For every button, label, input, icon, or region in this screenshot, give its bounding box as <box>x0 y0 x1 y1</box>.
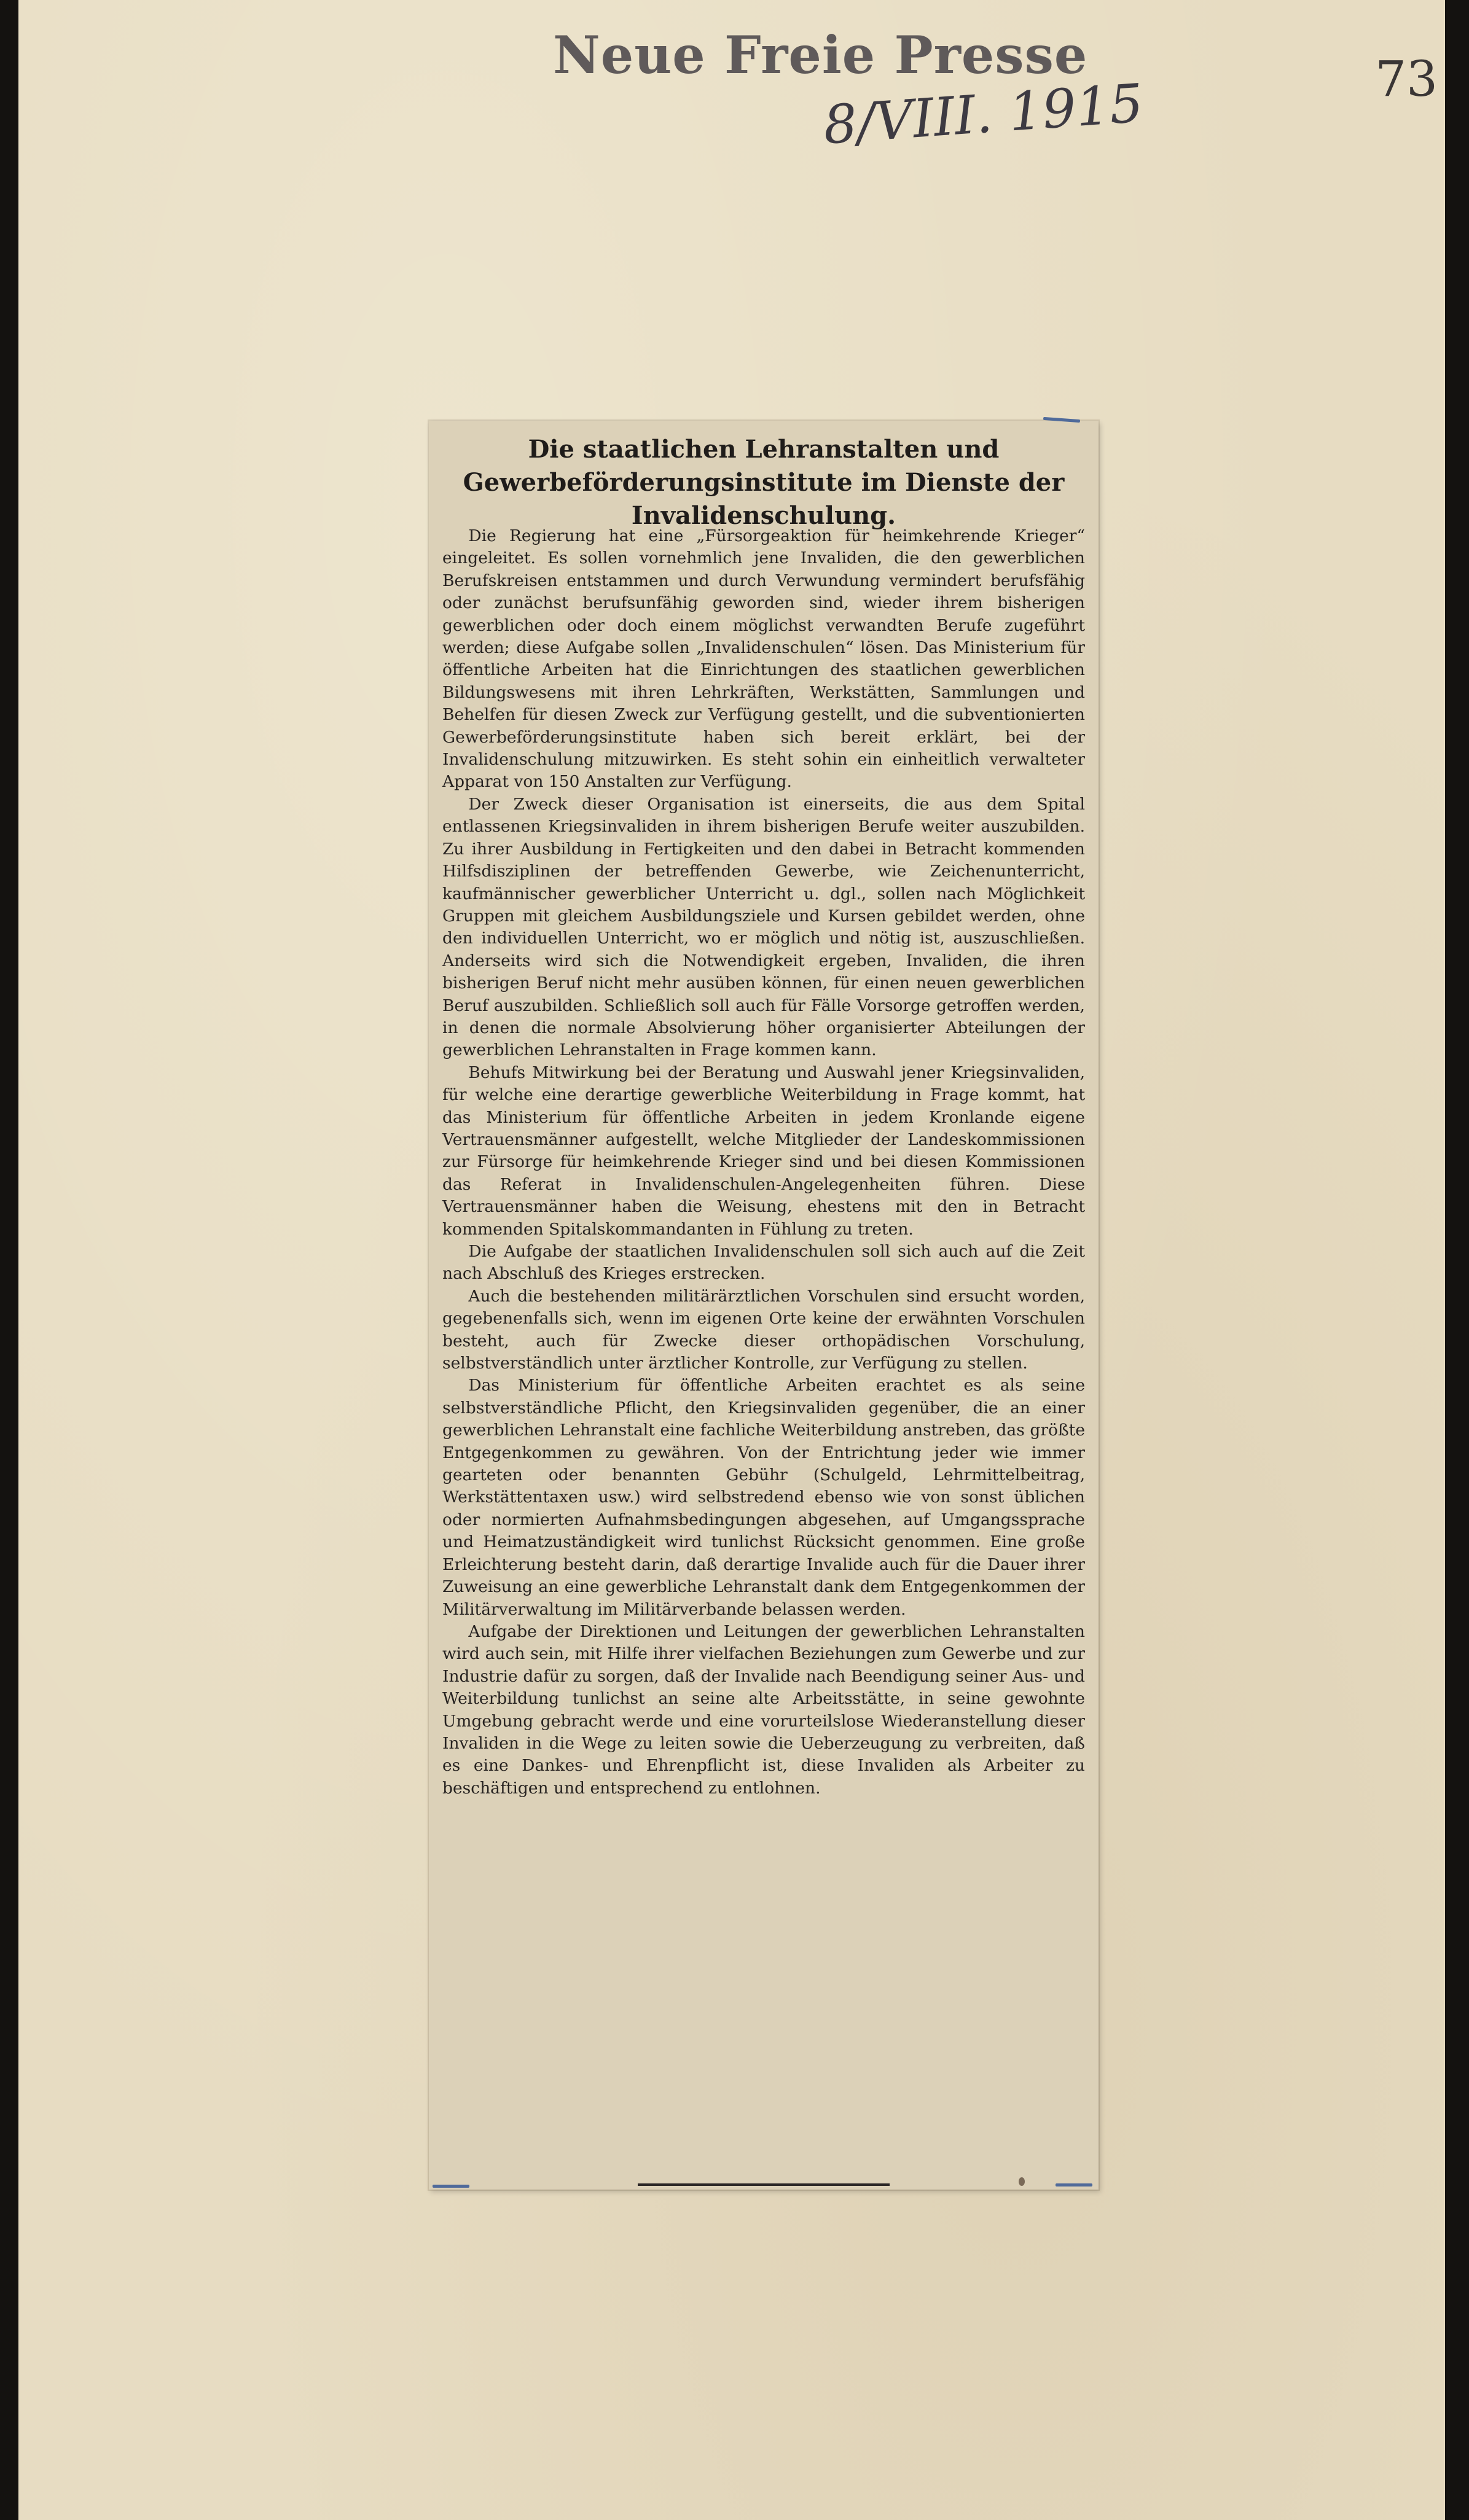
article-paragraph: Der Zweck dieser Organisation ist einerseits, die aus dem Spital entlassenen Kriegsinvaliden in ihrem bisherigen Berufe weiter auszubilden. Zu ihrer Ausbildung in Fertigkeiten und den dabei in Betracht kommenden Hilfsdisziplinen der betreffenden Gewerbe, wie Zeichenunterricht, kaufmännischer gewerblicher Unterricht u. dgl., sollen nach Möglichkeit Gruppen mit gleichem Ausbildungsziele und Kursen gebildet werden, ohne den individuellen Unterricht, wo er möglich und nötig ist, auszuschließen. Anderseits wird sich die Notwendigkeit ergeben, Invaliden, die ihren bisherigen Beruf nicht mehr ausüben können, für einen neuen gewerblichen Beruf auszubilden. Schließlich soll auch für Fälle Vorsorge getroffen werden, in denen die normale Absolvierung höher organisierter Abteilungen der gewerblichen Lehranstalten in Frage kommen kann. <box>442 794 1085 1060</box>
ink-spot <box>1019 2177 1025 2186</box>
handwritten-date: 8/VIII. 1915 <box>821 72 1145 157</box>
article-paragraph: Aufgabe der Direktionen und Leitungen der gewerblichen Lehranstalten wird auch sein, mit Hilfe ihrer vielfachen Beziehungen zum Gewerbe und zur Industrie dafür zu sorgen, daß der Invalide nach Beendigung seiner Aus- und Weiterbildung tunlichst an seine alte Arbeitsstätte, in seine gewohnte Umgebung gebracht werde und eine vorurteilslose Wiederanstellung dieser Invaliden in die Wege zu leiten sowie die Ueberzeugung zu verbreiten, daß es eine Dankes- und Ehrenpflicht ist, diese Invaliden als Arbeiter zu beschäftigen und entsprechend zu entlohnen. <box>442 1621 1085 1798</box>
article-paragraph: Behufs Mitwirkung bei der Beratung und Auswahl jener Kriegsinvaliden, für welche eine derartige gewerbliche Weiterbildung in Frage kommt, hat das Ministerium für öffentliche Arbeiten in jedem Kronlande eigene Vertrauensmänner aufgestellt, welche Mitglieder der Landeskommissionen zur Fürsorge für heimkehrende Krieger sind und bei diesen Kommissionen das Referat in Invalidenschulen-Angelegenheiten führen. Diese Vertrauensmänner haben die Weisung, ehestens mit den in Betracht kommenden Spitalskommandanten in Fühlung zu treten. <box>442 1063 1085 1239</box>
archive-sheet <box>18 0 1445 2520</box>
blue-pencil-mark-bottom-right <box>1056 2183 1092 2186</box>
newspaper-masthead: Neue Freie Presse <box>553 25 1088 85</box>
article-paragraph: Auch die bestehenden militärärztlichen Vorschulen sind ersucht worden, gegebenenfalls sich, wenn im eigenen Orte keine der erwähnten Vorschulen besteht, auch für Zwecke dieser orthopädischen Vorschulung, selbstverständlich unter ärztlicher Kontrolle, zur Verfügung zu stellen. <box>442 1286 1085 1373</box>
article-end-rule <box>638 2183 890 2186</box>
page-number: 73 <box>1375 50 1438 107</box>
blue-pencil-mark-top <box>1043 417 1080 423</box>
article-paragraph: Die Aufgabe der staatlichen Invalidenschulen soll sich auch auf die Zeit nach Abschluß des Krieges erstrecken. <box>442 1242 1085 1284</box>
newspaper-clipping <box>429 421 1099 2190</box>
article-body <box>442 525 1085 1800</box>
article-headline: Die staatlichen Lehranstalten und Gewerbeförderungsinstitute im Dienste der Invalidenschulung. <box>463 435 1065 530</box>
article-paragraph: Das Ministerium für öffentliche Arbeiten erachtet es als seine selbstverständliche Pflicht, den Kriegsinvaliden gegenüber, die an einer gewerblichen Lehranstalt eine fachliche Weiterbildung anstreben, das größte Entgegenkommen zu gewähren. Von der Entrichtung jeder wie immer gearteten oder benannten Gebühr (Schulgeld, Lehrmittelbeitrag, Werkstättentaxen usw.) wird selbstredend ebenso wie von sonst üblichen oder normierten Aufnahmsbedingungen abgesehen, auf Umgangssprache und Heimatzuständigkeit wird tunlichst Rücksicht genommen. Eine große Erleichterung besteht darin, daß derartige Invalide auch für die Dauer ihrer Zuweisung an eine gewerbliche Lehranstalt dank dem Entgegenkommen der Militärverwaltung im Militärverbande belassen werden. <box>442 1376 1085 1619</box>
article-paragraph: Die Regierung hat eine „Fürsorgeaktion für heimkehrende Krieger“ eingeleitet. Es sollen vornehmlich jene Invaliden, die den gewerblichen Berufskreisen entstammen und durch Verwundung vermindert berufsfähig oder zunächst berufsunfähig geworden sind, wieder ihrem bisherigen gewerblichen oder doch einem möglichst verwandten Berufe zugeführt werden; diese Aufgabe sollen „Invalidenschulen“ lösen. Das Ministerium für öffentliche Arbeiten hat die Einrichtungen des staatlichen gewerblichen Bildungswesens mit ihren Lehrkräften, Werkstätten, Sammlungen und Behelfen für diesen Zweck zur Verfügung gestellt, und die subventionierten Gewerbeförderungsinstitute haben sich bereit erklärt, bei der Invalidenschulung mitzuwirken. Es steht sohin ein einheitlich verwalteter Apparat von 150 Anstalten zur Verfügung. <box>442 526 1085 792</box>
blue-pencil-mark-bottom-left <box>433 2185 469 2188</box>
